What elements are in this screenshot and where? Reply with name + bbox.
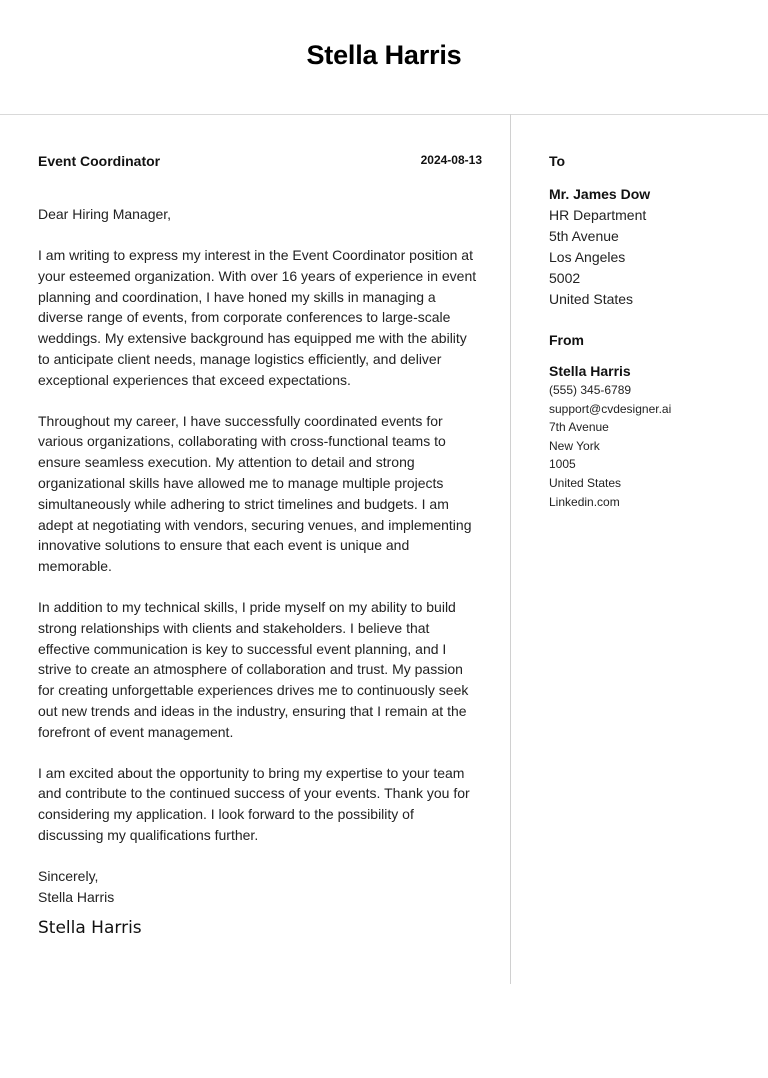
body-paragraph-4: I am excited about the opportunity to bring my expertise to your team and contribute to the continued success of your events. Thank you for considering my application. I look forward to the possibility of discussing my qualifications further. — [38, 764, 470, 843]
address-sidebar — [549, 153, 759, 511]
recipient-street: 5th Avenue — [549, 228, 619, 244]
body-paragraph-1: I am writing to express my interest in the Event Coordinator position at your esteemed organization. With over 16 years of experience in event planning and coordination, I have honed my skills in managing a diverse range of events, from corporate conferences to large-scale weddings. My extensive background has equipped me with the ability to anticipate client needs, manage logistics efficiently, and deliver exceptional experiences that exceed expectations. — [38, 247, 477, 388]
sender-website: Linkedin.com — [549, 494, 620, 509]
applicant-name-title: Stella Harris — [306, 40, 462, 70]
column-divider — [510, 114, 511, 984]
body-paragraph-3: In addition to my technical skills, I pride myself on my ability to build strong relationships with clients and stakeholders. I believe that effective communication is key to successful event planning, and I strive to create an atmosphere of collaboration and trust. My passion for creating unforgettable experiences drives me to continuously seek out new trends and ideas in the industry, ensuring that I remain at the forefront of event management. — [38, 598, 469, 740]
recipient-name: Mr. James Dow — [549, 186, 651, 202]
sender-phone: (555) 345-6789 — [549, 383, 632, 397]
page-header — [0, 0, 768, 115]
recipient-country: United States — [549, 291, 634, 307]
job-title: Event Coordinator — [38, 153, 161, 169]
letter-meta-row — [38, 153, 482, 175]
sender-street: 7th Avenue — [549, 420, 609, 435]
recipient-department: HR Department — [549, 207, 647, 223]
sender-city: New York — [549, 438, 600, 453]
closing-phrase: Sincerely, — [38, 867, 99, 884]
letter-date: 2024-08-13 — [420, 153, 482, 167]
sender-email: support@cvdesigner.ai — [549, 401, 672, 416]
body-paragraph-2: Throughout my career, I have successfully coordinated events for various organizations, collaborating with cross-functional teams to ensure seamless execution. My attention to detail and strong organizational skills have allowed me to manage multiple projects simultaneously while adhering to strict timelines and budgets. I am adept at negotiating with vendors, securing venues, and implementing innovative solutions to ensure that each event is unique and memorable. — [38, 412, 472, 575]
sender-zip: 1005 — [549, 457, 576, 472]
signature: Stella Harris — [38, 917, 142, 938]
sender-name: Stella Harris — [549, 363, 631, 379]
recipient-zip: 5002 — [549, 270, 581, 286]
closing-name: Stella Harris — [38, 888, 115, 905]
recipient-heading: To — [549, 153, 566, 169]
sender-country: United States — [549, 475, 622, 490]
letter-body — [38, 153, 482, 938]
sender-heading: From — [549, 332, 584, 348]
salutation: Dear Hiring Manager, — [38, 206, 172, 222]
closing-block — [38, 866, 482, 908]
recipient-city: Los Angeles — [549, 249, 626, 265]
